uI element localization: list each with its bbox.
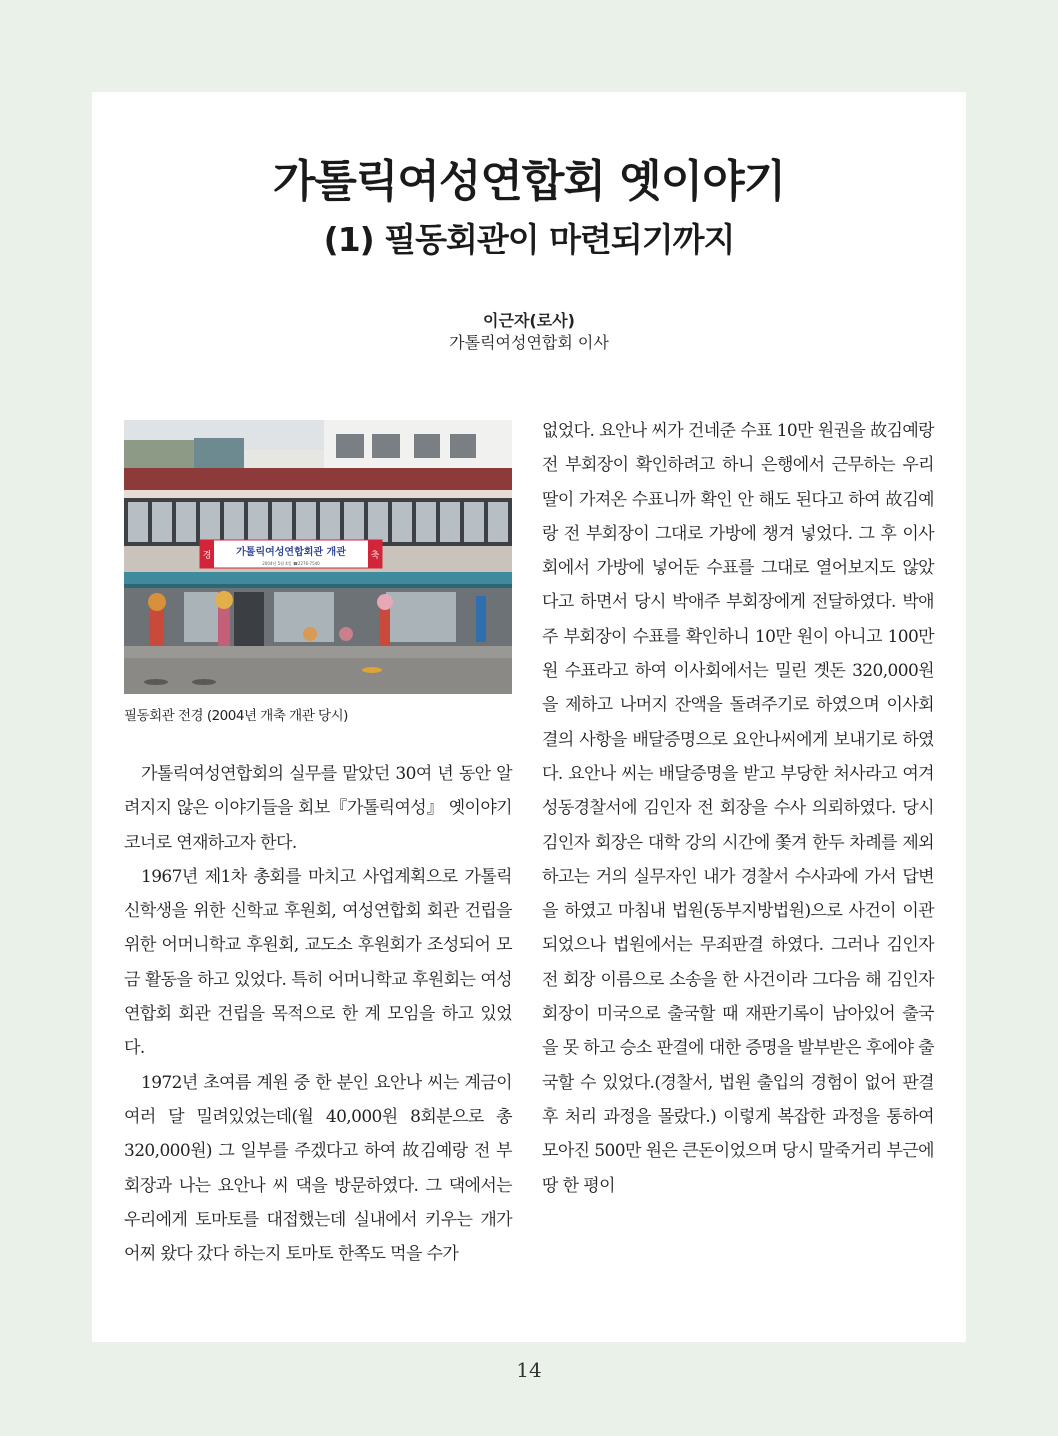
article-subtitle: (1) 필동회관이 마련되기까지 [323, 220, 735, 259]
sign-left-char: 경 [202, 551, 212, 561]
body-paragraph: 가톨릭여성연합회의 실무를 맡았던 30여 년 동안 알려지지 않은 이야기들을 회보『가톨릭여성』 옛이야기 코너로 연재하고자 한다. [124, 764, 512, 853]
body-left-column [124, 757, 512, 1271]
body-paragraph: 없었다. 요안나 씨가 건네준 수표 10만 원권을 故김예랑 전 부회장이 확인하려고 하니 은행에서 근무하는 우리 딸이 가져온 수표니까 확인 안 해도 된다고 하여 故김예랑 전 부회장이 그대로 가방에 챙겨 넣었다. 그 후 이사회에서 가방에 넣어둔 수표를 그대로 열어보지도 않았다고 하면서 당시 박애주 부회장에게 전달하였다. 박애주 부회장이 수표를 확인하니 10만 원이 아니고 100만 원 수표라고 하여 이사회에서는 밀린 곗돈 320,000원을 제하고 나머지 잔액을 돌려주기로 하였으며 이사회 결의 사항을 배달증명으로 요안나씨에게 보내기로 하였다. 요안나 씨는 배달증명을 받고 부당한 처사라고 여겨 성동경찰서에 김인자 전 회장을 수사 의뢰하였다. 당시 김인자 회장은 대학 강의 시간에 쫓겨 한두 차례를 제외하고는 거의 실무자인 내가 경찰서 수사과에 가서 답변을 하였고 마침내 법원(동부지방법원)으로 사건이 이관되었으나 법원에서는 무죄판결 하였다. 그러나 김인자 전 회장 이름으로 소송을 한 사건이라 그다음 해 김인자 회장이 미국으로 출국할 때 재판기록이 남아있어 출국을 못 하고 승소 판결에 대한 증명을 발부받은 후에야 출국할 수 있었다.(경찰서, 법원 출입의 경험이 없어 판결 후 처리 과정을 몰랐다.) 이렇게 복잡한 과정을 통하여 모아진 500만 원은 큰돈이었으며 당시 말죽거리 부근에 땅 한 평이 [542, 421, 934, 1196]
body-paragraph: 1972년 초여름 계원 중 한 분인 요안나 씨는 계금이 여러 달 밀려있었는데(월 40,000원 8회분으로 총 320,000원) 그 일부를 주겠다고 하여 故김예랑 전 부회장과 나는 요안나 씨 댁을 방문하였다. 그 댁에서는 우리에게 토마토를 대접했는데 실내에서 키우는 개가 어찌 왔다 갔다 하는지 토마토 한쪽도 먹을 수가 [124, 1072, 512, 1265]
author-role: 가톨릭여성연합회 이사 [449, 333, 609, 352]
body-paragraph: 1967년 제1차 총회를 마치고 사업계획으로 가톨릭 신학생을 위한 신학교 후원회, 여성연합회 회관 건립을 위한 어머니학교 후원회, 교도소 후원회가 조성되어 모금 활동을 하고 있었다. 특히 어머니학교 후원회는 여성연합회 회관 건립을 목적으로 한 계 모임을 하고 있었다. [124, 866, 512, 1059]
building-photo [124, 420, 512, 694]
page-number: 14 [516, 1358, 542, 1382]
sign-right-char: 축 [370, 551, 380, 561]
body-right-column [542, 414, 934, 1203]
photo-caption: 필동회관 전경 (2004년 개축 개관 당시) [124, 708, 348, 724]
article-page [92, 92, 966, 1342]
sign-small-text: 2004년 5월 4일 ☎2276-7540 [262, 561, 320, 566]
article-title: 가톨릭여성연합회 옛이야기 [272, 156, 786, 207]
author-name: 이근자(로사) [483, 311, 575, 330]
sign-text: 가톨릭여성연합회관 개관 [236, 547, 346, 558]
